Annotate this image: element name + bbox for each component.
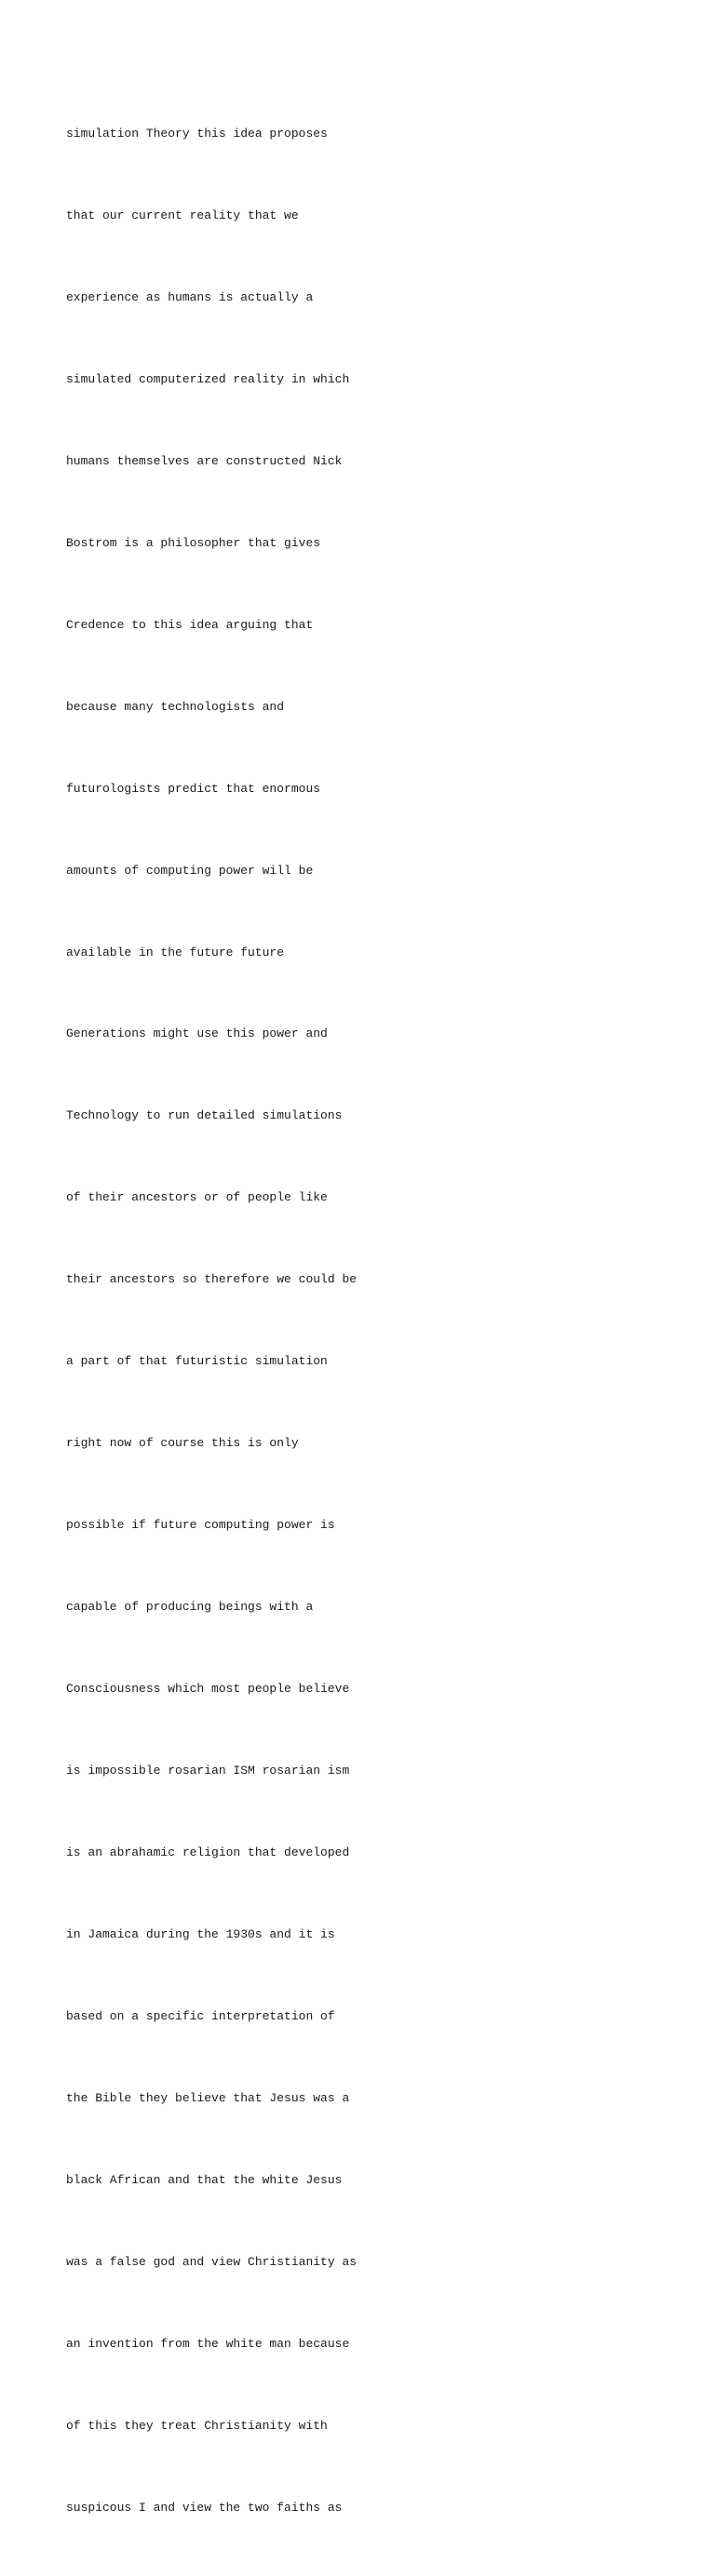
text-line: Generations might use this power and — [66, 1026, 328, 1041]
text-line: Credence to this idea arguing that — [66, 617, 314, 632]
text-line: an invention from the white man because — [66, 2337, 350, 2352]
text-line: amounts of computing power will be — [66, 863, 314, 878]
text-line: available in the future future — [66, 945, 285, 959]
text-line: of their ancestors or of people like — [66, 1190, 328, 1205]
text-line: is an abrahamic religion that developed — [66, 1845, 350, 1860]
text-line: humans themselves are constructed Nick — [66, 453, 343, 468]
transcript-text — [66, 65, 357, 2576]
text-line: was a false god and view Christianity as — [66, 2255, 358, 2270]
text-line: simulation Theory this idea proposes — [66, 126, 328, 141]
text-line: futurologists predict that enormous — [66, 781, 321, 796]
text-line: is impossible rosarian ISM rosarian ism — [66, 1764, 350, 1778]
text-line: the Bible they believe that Jesus was a — [66, 2091, 350, 2106]
text-line: in Jamaica during the 1930s and it is — [66, 1927, 335, 1942]
text-line: that our current reality that we — [66, 208, 299, 222]
text-line: Consciousness which most people believe — [66, 1682, 350, 1697]
text-line: because many technologists and — [66, 699, 285, 714]
text-line: their ancestors so therefore we could be — [66, 1272, 358, 1287]
text-line: based on a specific interpretation of — [66, 2009, 335, 2024]
text-line: capable of producing beings with a — [66, 1600, 314, 1615]
text-line: Technology to run detailed simulations — [66, 1108, 343, 1123]
text-line: of this they treat Christianity with — [66, 2419, 328, 2434]
text-line: black African and that the white Jesus — [66, 2173, 343, 2188]
text-line: simulated computerized reality in which — [66, 371, 350, 386]
text-line: experience as humans is actually a — [66, 289, 314, 304]
text-line: Bostrom is a philosopher that gives — [66, 535, 321, 550]
text-line: possible if future computing power is — [66, 1518, 335, 1533]
text-line: a part of that futuristic simulation — [66, 1354, 328, 1369]
text-line: right now of course this is only — [66, 1436, 299, 1451]
text-line: suspicous I and view the two faiths as — [66, 2501, 343, 2516]
